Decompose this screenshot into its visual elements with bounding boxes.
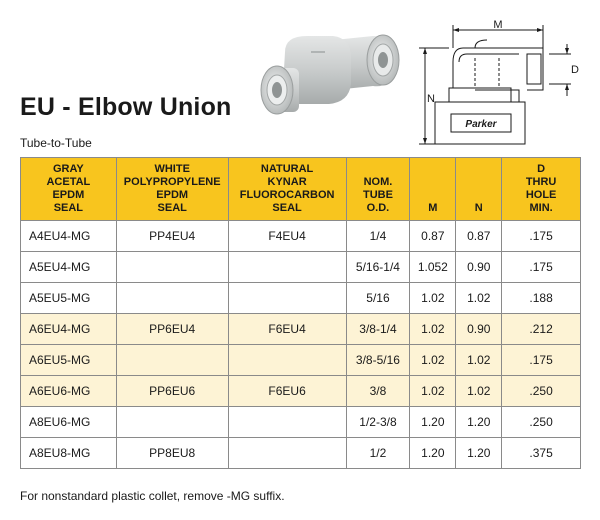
table-cell: 1.02: [410, 283, 456, 314]
table-cell: 1.20: [456, 438, 502, 469]
table-cell: .175: [502, 252, 581, 283]
elbow-union-photo: [255, 22, 415, 127]
table-cell: 1.02: [410, 345, 456, 376]
table-cell: A8EU6-MG: [21, 407, 117, 438]
dimension-n-label: N: [427, 93, 435, 105]
column-header-line: N: [474, 202, 483, 214]
table-cell: A5EU5-MG: [21, 283, 117, 314]
table-cell: A5EU4-MG: [21, 252, 117, 283]
column-header: [228, 158, 346, 221]
column-header-line: KYNAR: [267, 176, 307, 188]
column-header-line: MIN.: [529, 202, 553, 214]
table-cell: 1.02: [456, 376, 502, 407]
page-subtitle: Tube-to-Tube: [20, 136, 92, 150]
column-header: [116, 158, 228, 221]
table-cell: 3/8: [346, 376, 410, 407]
table-cell: PP6EU4: [116, 314, 228, 345]
table-cell: [228, 438, 346, 469]
table-cell: [116, 345, 228, 376]
table-body: [21, 221, 581, 469]
table-cell: .175: [502, 345, 581, 376]
column-header-line: SEAL: [272, 202, 302, 214]
column-header-line: POLYPROPYLENE: [123, 176, 221, 188]
table-row: [21, 221, 581, 252]
footnote: For nonstandard plastic collet, remove -MG suffix.: [20, 489, 285, 503]
column-header-line: FLUOROCARBON: [239, 189, 335, 201]
table-cell: PP6EU6: [116, 376, 228, 407]
table-cell: PP4EU4: [116, 221, 228, 252]
table-row: [21, 314, 581, 345]
table-cell: 3/8-1/4: [346, 314, 410, 345]
dimension-diagram: [415, 18, 585, 153]
table-cell: A4EU4-MG: [21, 221, 117, 252]
table-cell: [116, 283, 228, 314]
column-header-line: EPDM: [156, 189, 189, 201]
table-cell: .250: [502, 376, 581, 407]
table-row: [21, 283, 581, 314]
column-header-line: NATURAL: [260, 163, 314, 175]
table-cell: .175: [502, 221, 581, 252]
table-header-row: [21, 158, 581, 221]
column-header: [21, 158, 117, 221]
table-cell: 1.20: [456, 407, 502, 438]
table-cell: 1.20: [410, 407, 456, 438]
table-cell: [228, 252, 346, 283]
table-cell: A6EU5-MG: [21, 345, 117, 376]
dimension-m-label: M: [493, 19, 503, 31]
column-header-line: ACETAL: [46, 176, 91, 188]
column-header-line: EPDM: [52, 189, 85, 201]
column-header: [502, 158, 581, 221]
column-header-line: O.D.: [366, 202, 390, 214]
column-header-line: WHITE: [154, 163, 190, 175]
table-cell: .212: [502, 314, 581, 345]
table-cell: 0.87: [456, 221, 502, 252]
table-cell: 0.90: [456, 314, 502, 345]
table-cell: .250: [502, 407, 581, 438]
table-cell: 5/16: [346, 283, 410, 314]
column-header-line: THRU: [525, 176, 557, 188]
column-header-line: M: [428, 202, 438, 214]
table-cell: [116, 252, 228, 283]
table-row: [21, 252, 581, 283]
table-cell: .375: [502, 438, 581, 469]
table-row: [21, 407, 581, 438]
page-title: EU - Elbow Union: [20, 93, 232, 121]
table-cell: 1.02: [456, 283, 502, 314]
column-header-line: SEAL: [53, 202, 84, 214]
table-cell: [228, 283, 346, 314]
dimension-d-label: D: [571, 64, 579, 76]
column-header-line: GRAY: [52, 163, 84, 175]
table-cell: A8EU8-MG: [21, 438, 117, 469]
table-cell: 5/16-1/4: [346, 252, 410, 283]
column-header-line: D: [537, 163, 546, 175]
column-header-line: HOLE: [525, 189, 557, 201]
table-cell: A6EU6-MG: [21, 376, 117, 407]
column-header: [346, 158, 410, 221]
column-header-line: NOM.: [363, 176, 393, 188]
spec-table: [20, 157, 581, 469]
table-cell: 0.87: [410, 221, 456, 252]
table-cell: A6EU4-MG: [21, 314, 117, 345]
column-header: [456, 158, 502, 221]
table-cell: 0.90: [456, 252, 502, 283]
table-cell: [116, 407, 228, 438]
table-cell: F4EU4: [228, 221, 346, 252]
table-cell: .188: [502, 283, 581, 314]
table-cell: 1.02: [410, 314, 456, 345]
table-cell: 1.052: [410, 252, 456, 283]
table-row: [21, 345, 581, 376]
table-row: [21, 438, 581, 469]
column-header-line: TUBE: [362, 189, 393, 201]
table-cell: 1.02: [456, 345, 502, 376]
table-cell: F6EU6: [228, 376, 346, 407]
table-cell: [228, 345, 346, 376]
parker-logo: Parker: [465, 119, 497, 130]
table-cell: PP8EU8: [116, 438, 228, 469]
table-cell: F6EU4: [228, 314, 346, 345]
table-cell: 3/8-5/16: [346, 345, 410, 376]
table-cell: 1/4: [346, 221, 410, 252]
table-cell: 1/2: [346, 438, 410, 469]
table-row: [21, 376, 581, 407]
table-cell: 1.20: [410, 438, 456, 469]
table-cell: [228, 407, 346, 438]
column-header-line: SEAL: [157, 202, 187, 214]
table-cell: 1/2-3/8: [346, 407, 410, 438]
column-header: [410, 158, 456, 221]
table-cell: 1.02: [410, 376, 456, 407]
